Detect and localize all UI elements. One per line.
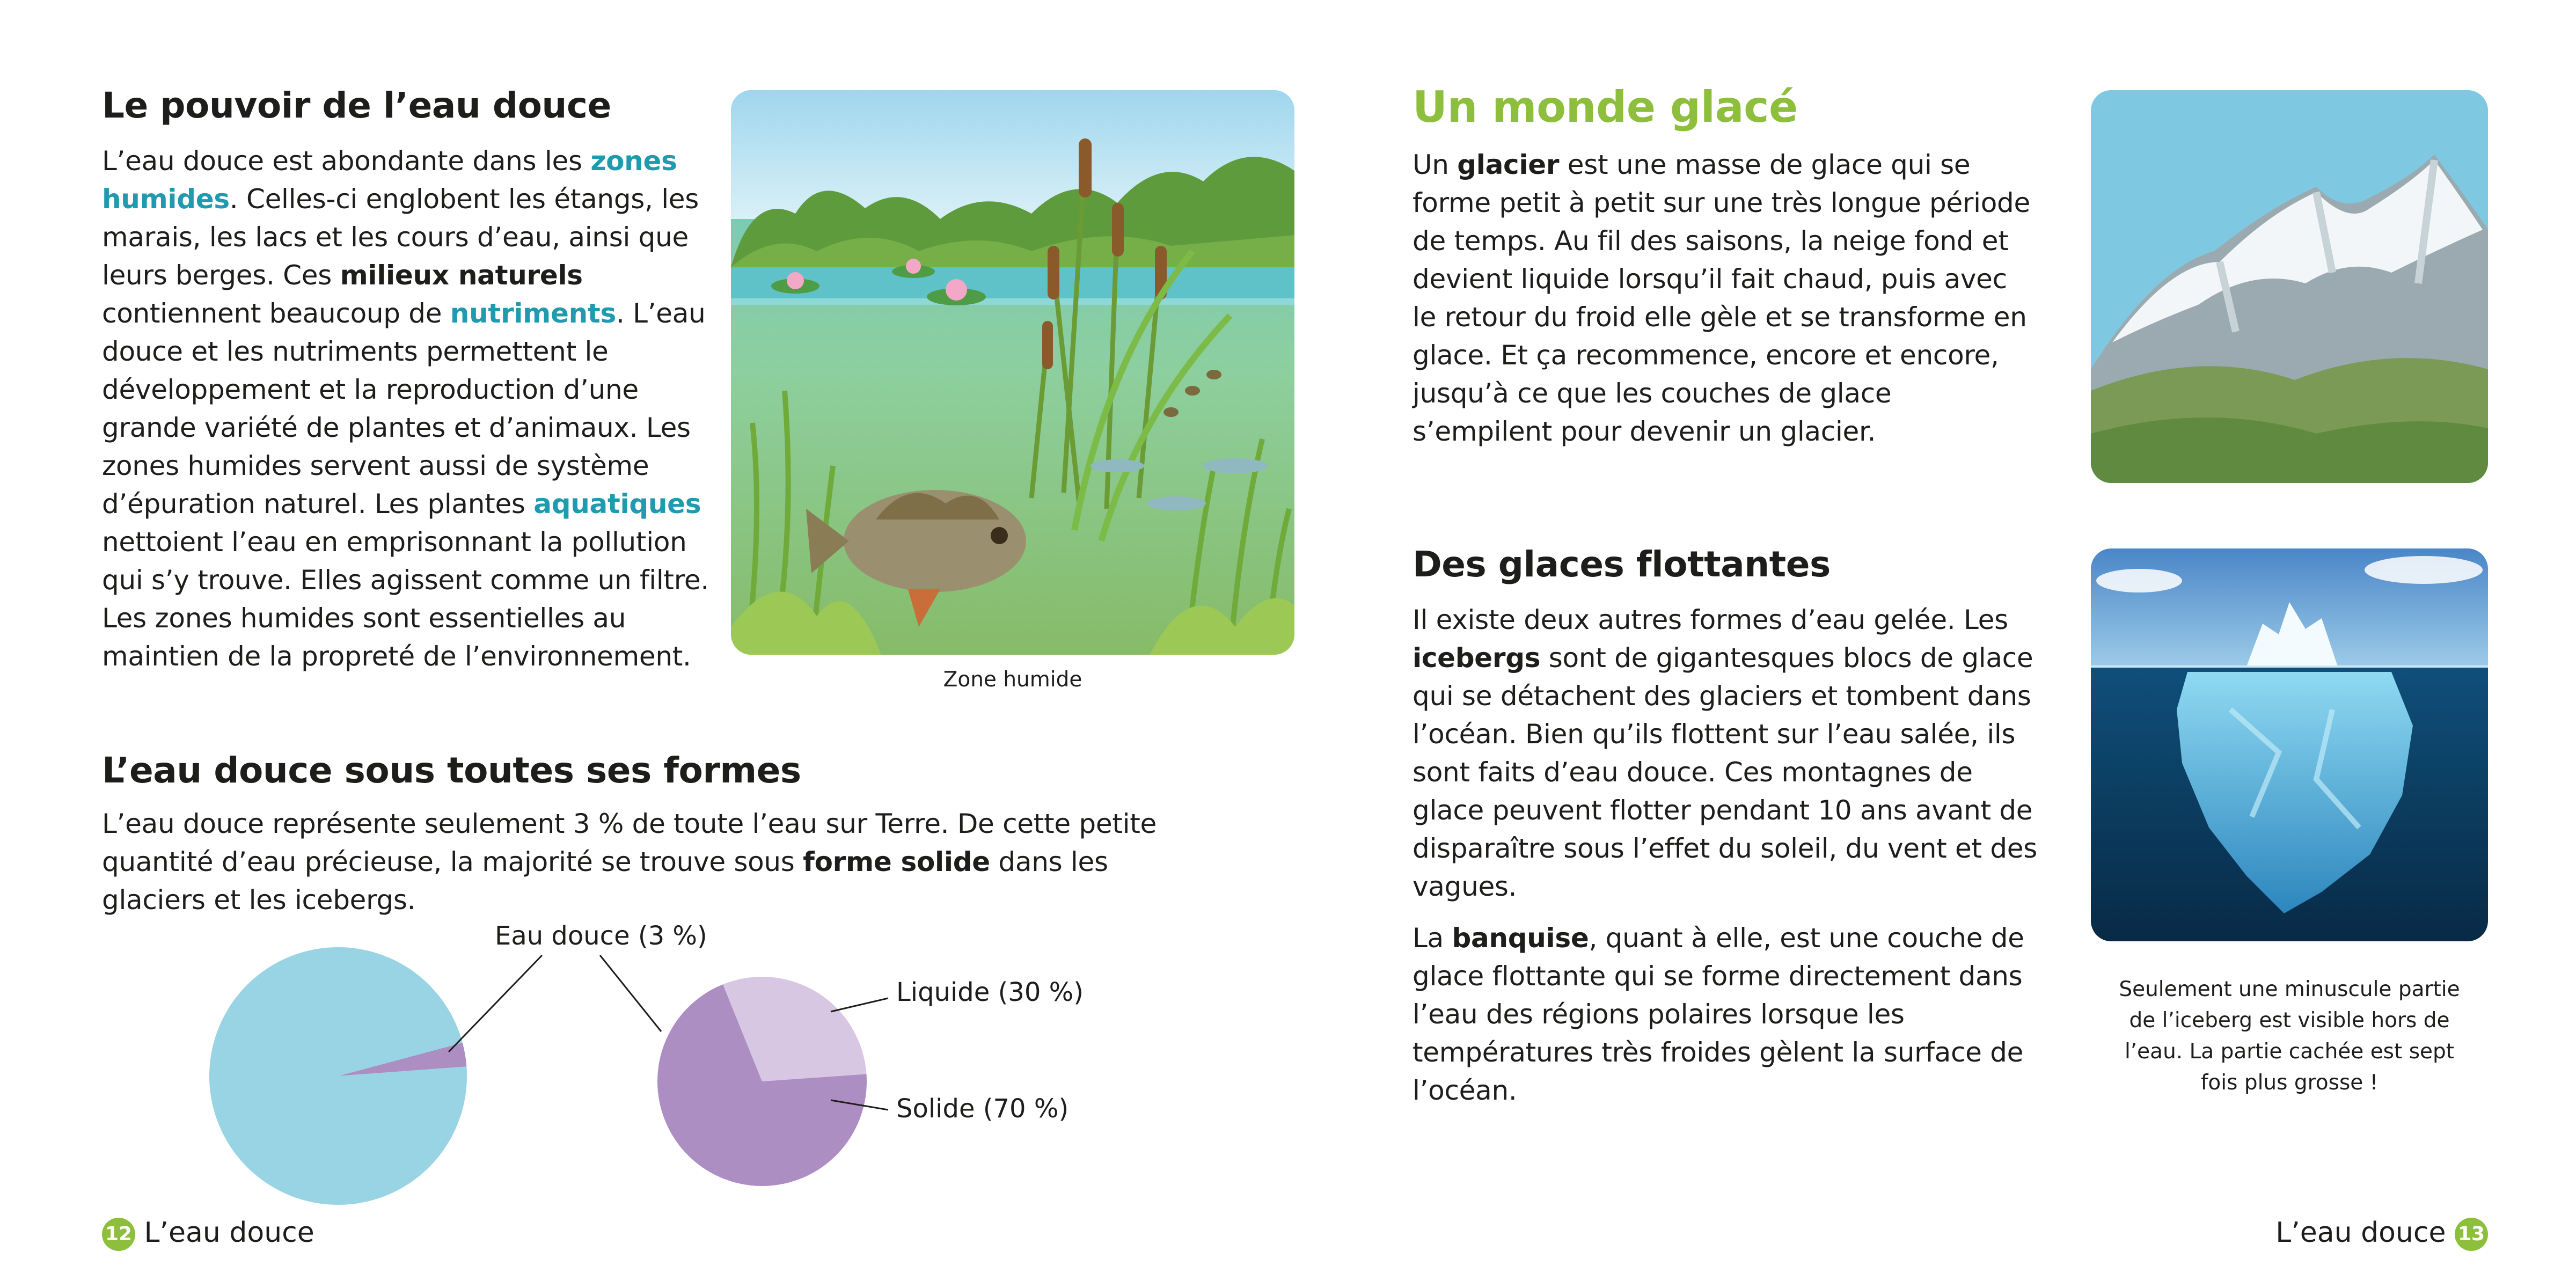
iceberg-illustration — [2091, 548, 2488, 941]
paragraph-fresh-water-forms: L’eau douce représente seulement 3 % de toute l’eau sur Terre. De cette petite quantité d’eau précieuse, la majorité se trouve sous forme solide dans les glaciers et les icebergs. — [102, 808, 1157, 916]
bold-glacier: glacier — [1457, 149, 1560, 180]
keyword-aquatiques: aquatiques — [533, 488, 701, 519]
bold-icebergs: icebergs — [1413, 642, 1541, 674]
keyword-nutriments: nutriments — [450, 298, 616, 329]
bold-banquise: banquise — [1452, 923, 1589, 954]
keyword-zones-humides: zones humides — [102, 145, 677, 215]
section-title-fresh-water-forms: L’eau douce sous toutes ses formes — [102, 750, 801, 791]
pie-label-liquide: Liquide (30 %) — [896, 977, 1084, 1007]
glacier-mountain-illustration — [2091, 90, 2488, 483]
section-title-floating-ice: Des glaces flottantes — [1413, 544, 1831, 585]
pie-slice-autre-eau — [209, 947, 467, 1205]
wetland-illustration — [731, 90, 1294, 655]
folio-right — [2275, 1214, 2488, 1252]
folio-label: L’eau douce — [144, 1217, 314, 1249]
paragraph-icebergs: Il existe deux autres formes d’eau gelée. Les icebergs sont de gigantesques blocs de glace qui se détachent des glaciers et tombent dans l’océan. Bien qu’ils flottent sur l’eau salée, ils sont faits d’eau douce. Ces montagnes de glace peuvent flotter pendant 10 ans avant de disparaître sous l’effet du soleil, du vent et des vagues. — [1413, 604, 2038, 902]
iceberg-caption: Seulement une minuscule partie de l’iceberg est visible hors de l’eau. La partie cachée est sept fois plus grosse ! — [2119, 977, 2460, 1095]
pie-label-eau-douce: Eau douce (3 %) — [495, 921, 707, 951]
paragraph-fresh-water-power: L’eau douce est abondante dans les zones humides. Celles-ci englobent les étangs, les marais, les lacs et les cours d’eau, ainsi que leurs berges. Ces milieux naturels contiennent beaucoup de nutriments. L’eau douce et les nutriments permettent le développement et la reproduction d’une grande variété de plantes et d’animaux. Les zones humides servent aussi de système d’épuration naturel. Les plantes aquatiques nettoient l’eau en emprisonnant la pollution qui s’y trouve. Elles agissent comme un filtre. Les zones humides sont essentielles au maintien de la propreté de l’environnement. — [102, 145, 709, 672]
pie-chart-total-water — [209, 947, 467, 1205]
wetland-caption: Zone humide — [943, 668, 1082, 692]
iceberg-drawing — [2091, 548, 2488, 941]
folio-left — [102, 1214, 314, 1252]
leader-line-eau-douce-right — [600, 955, 661, 1031]
pie-label-solide: Solide (70 %) — [896, 1094, 1069, 1124]
page-number-badge: 13 — [2455, 1218, 2488, 1251]
wetland-drawing — [731, 90, 1294, 655]
pie-charts — [0, 912, 1234, 1213]
bold-milieux-naturels: milieux naturels — [340, 260, 583, 291]
page-number-badge: 12 — [102, 1218, 135, 1251]
paragraph-glacier: Un glacier est une masse de glace qui se forme petit à petit sur une très longue période de temps. Au fil des saisons, la neige fond et devient liquide lorsqu’il fait chaud, puis avec le retour du froid elle gèle et se transforme en glace. Et ça recommence, encore et encore, jusqu’à ce que les couches de glace s’empilent pour devenir un glacier. — [1413, 149, 2030, 447]
section-title-frozen-world: Un monde glacé — [1413, 82, 1798, 132]
leader-line-eau-douce-left — [449, 955, 542, 1052]
section-title-fresh-water-power: Le pouvoir de l’eau douce — [102, 85, 611, 126]
paragraph-banquise: La banquise, quant à elle, est une couche de glace flottante qui se forme directement dans l’eau des régions polaires lorsque les températures très froides gèlent la surface de l’océan. — [1413, 923, 2024, 1106]
mountain-drawing — [2091, 90, 2488, 483]
leader-line-liquide — [831, 998, 888, 1012]
bold-forme-solide: forme solide — [803, 846, 990, 877]
pie-chart-fresh-water-forms — [657, 977, 867, 1186]
folio-label: L’eau douce — [2275, 1217, 2446, 1249]
